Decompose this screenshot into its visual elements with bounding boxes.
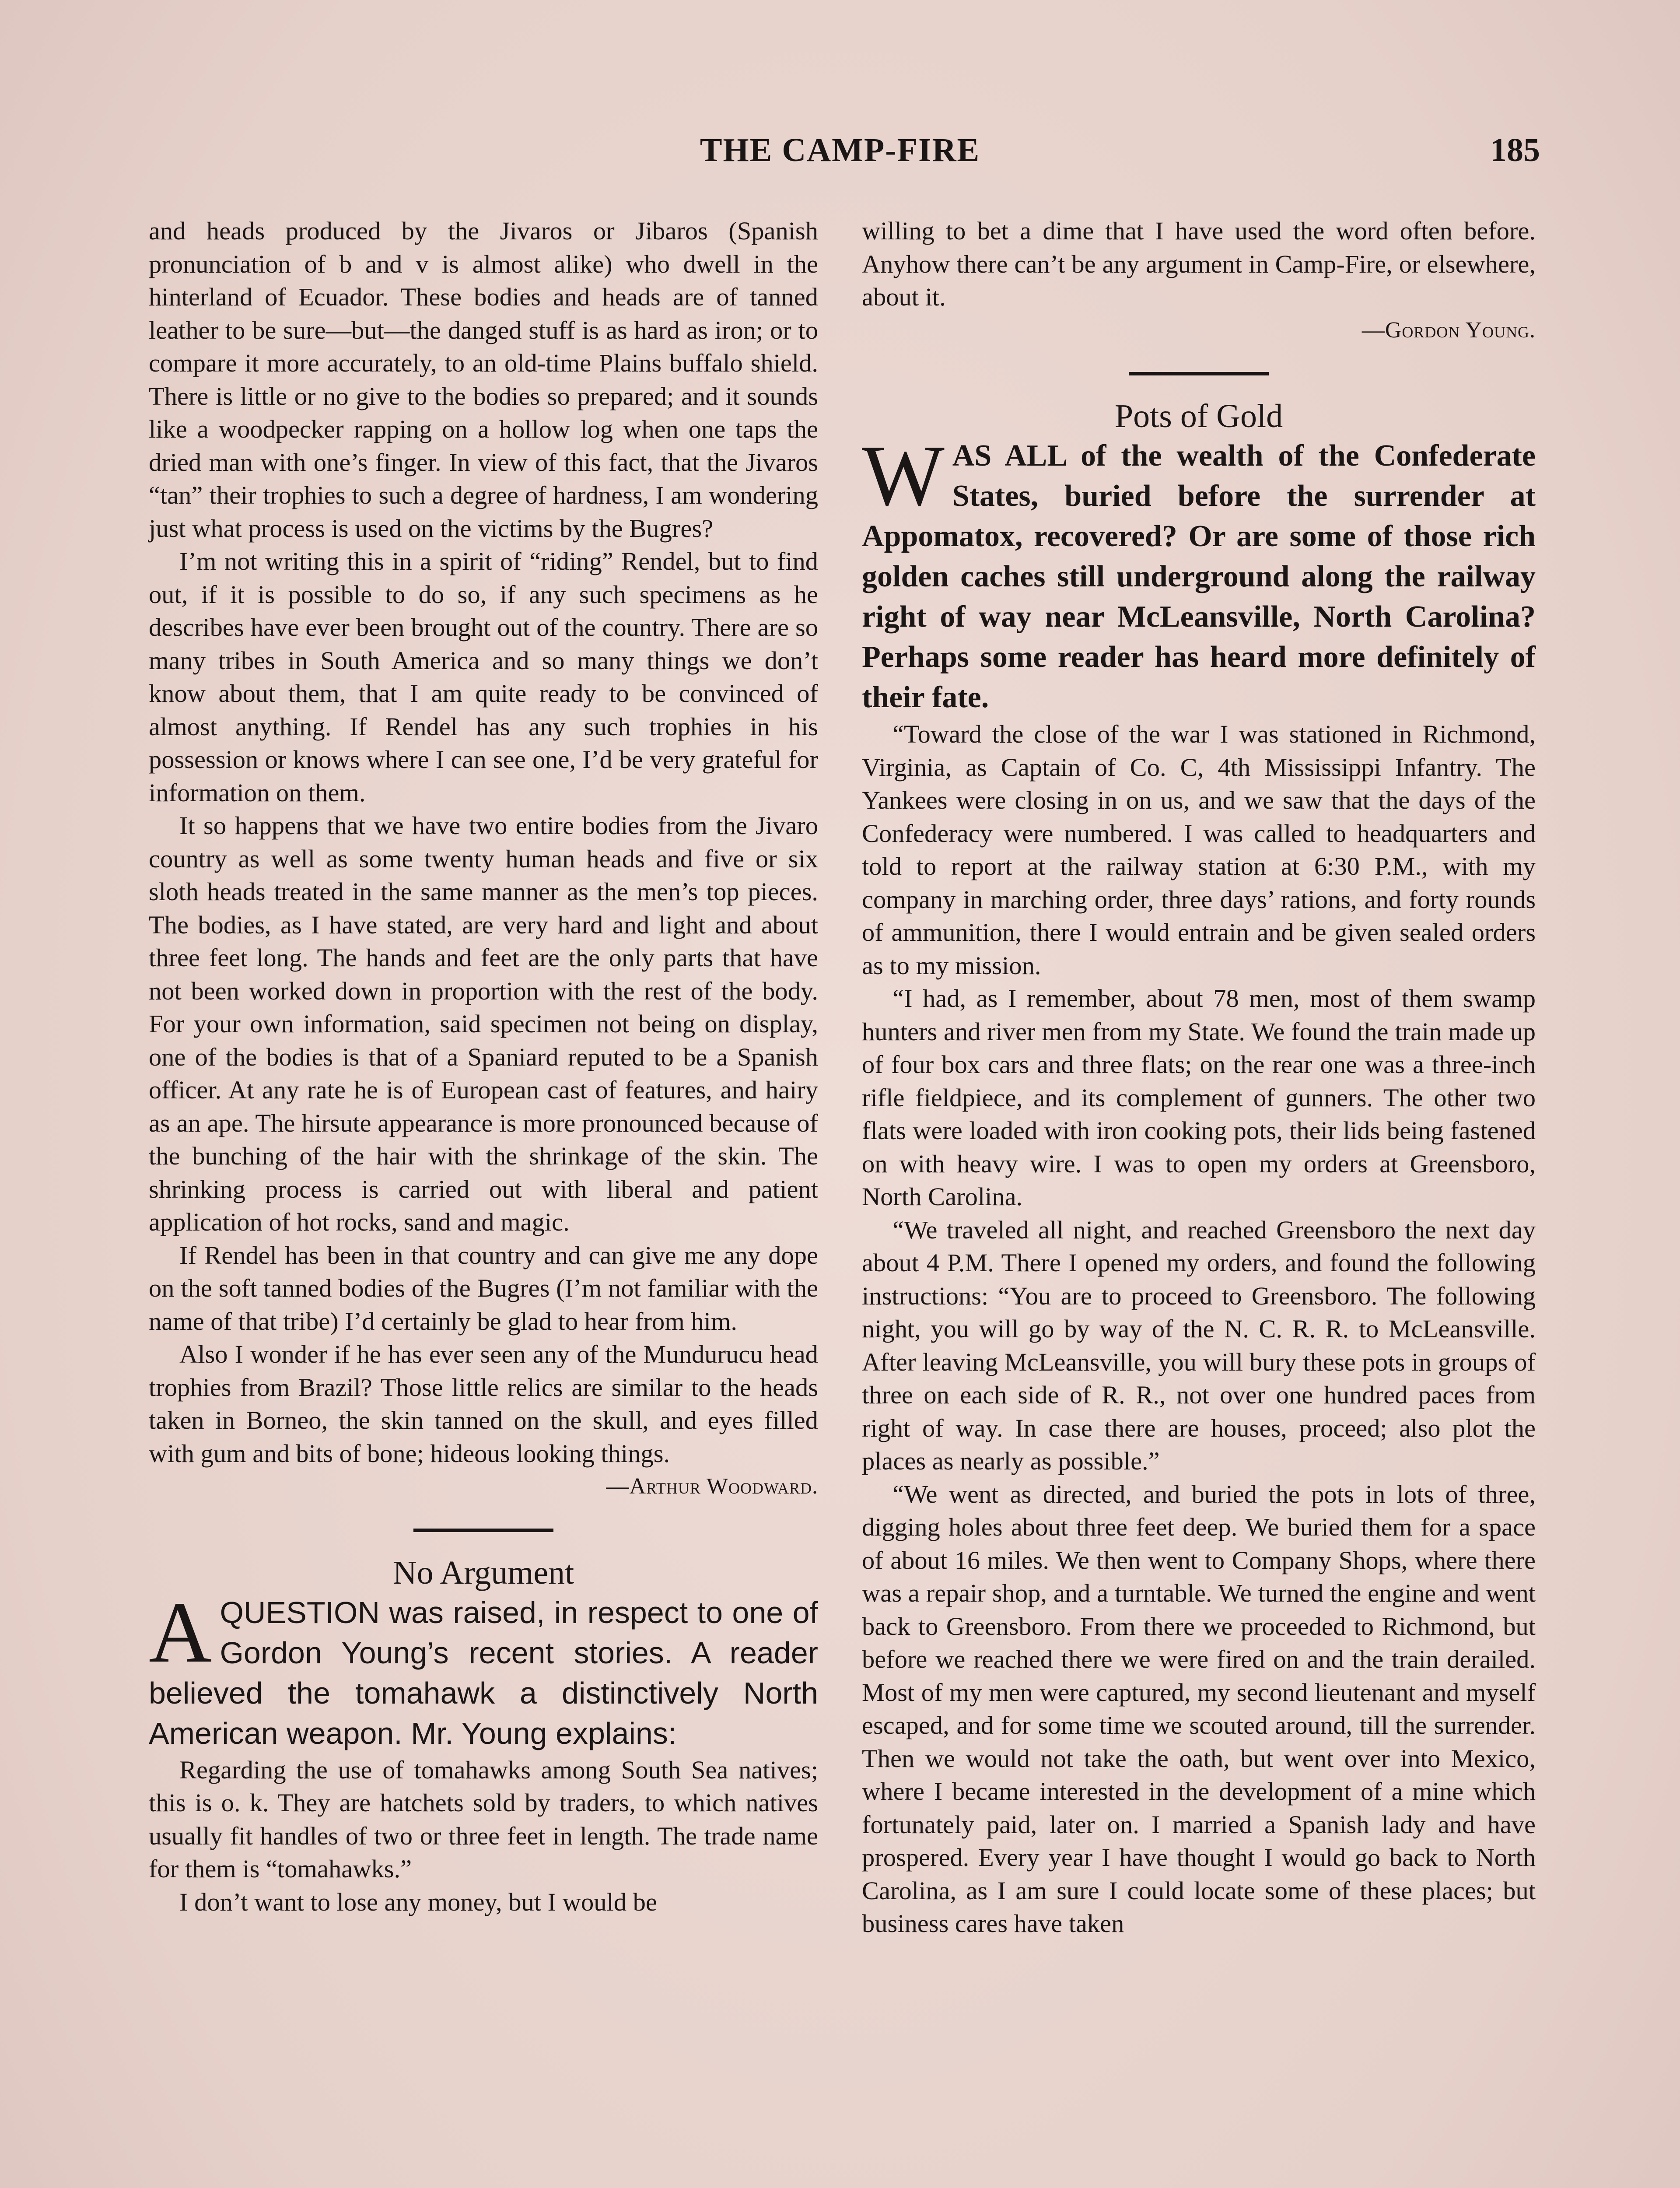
- body-paragraph: I don’t want to lose any money, but I would be: [179, 1887, 657, 1916]
- author-signature: [149, 1470, 818, 1503]
- body-paragraph: “I had, as I remember, about 78 men, most of them swamp hunters and river men from my State. We found the train made up of four box cars and three flats; on the rear one was a three-inch rifle fieldpiece, and its complement of gunners. The other two flats were loaded with iron cooking pots, their lids being fastened on with heavy wire. I was to open my orders at Greensboro, North Carolina.: [862, 984, 1536, 1211]
- body-paragraph: It so happens that we have two entire bodies from the Jivaro country as well as some twenty human heads and five or six sloth heads treated in the same manner as the men’s top pieces. The bodies, as I have stated, are very hard and light and about three feet long. The hands and feet are the only parts that have not been worked down in proportion with the rest of the body. For your own information, said specimen not being on display, one of the bodies is that of a Spaniard reputed to be a Spanish officer. At any rate he is of European cast of features, and hairy as an ape. The hirsute appearance is more pronounced because of the bunching of the hair with the shrinkage of the skin. The shrinking process is carried out with liberal and patient application of hot rocks, sand and magic.: [149, 811, 818, 1236]
- section-divider: [413, 1529, 553, 1532]
- body-paragraph: Also I wonder if he has ever seen any of the Mundurucu head trophies from Brazil? Those little relics are similar to the heads taken in Borneo, the skin tanned on the skull, and eyes filled with gum and bits of bone; hideous looking things.: [149, 1340, 818, 1468]
- right-column: [862, 214, 1536, 1940]
- lead-text: QUESTION was raised, in respect to one of Gordon Young’s recent stories. A reader believed the tomahawk a distinctively North American weapon. Mr. Young explains:: [149, 1595, 818, 1750]
- body-paragraph: and heads produced by the Jivaros or Jibaros (Spanish pronunciation of b and v is almost alike) who dwell in the hinterland of Ecuador. These bodies and heads are of tanned leather to be sure—but—the danged stuff is as hard as iron; or to compare it more accurately, to an old-time Plains buffalo shield. There is little or no give to the bodies so prepared; and it sounds like a woodpecker rapping on a hollow log when one taps the dried man with one’s finger. In view of this fact, that the Jivaros “tan” their trophies to such a degree of hardness, I am wondering just what process is used on the victims by the Bugres?: [149, 217, 818, 543]
- left-column: [149, 214, 818, 1918]
- section-heading: No Argument: [392, 1554, 574, 1591]
- body-paragraph: “Toward the close of the war I was stationed in Richmond, Virginia, as Captain of Co. C, 4th Mississippi Infantry. The Yankees were closing in on us, and we saw that the days of the Confederacy were numbered. I was called to headquarters and told to report at the railway station at 6:30 P.M., with my company in marching order, three days’ rations, and forty rounds of ammunition, there I would entrain and be given sealed orders as to my mission.: [862, 720, 1536, 980]
- section-lead: [862, 428, 1536, 718]
- drop-cap: W: [862, 428, 945, 524]
- section-heading: Pots of Gold: [1114, 398, 1283, 435]
- page-number: 185: [1490, 132, 1540, 168]
- signature-text: —Gordon Young.: [1362, 317, 1536, 343]
- body-paragraph: I’m not writing this in a spirit of “riding” Rendel, but to find out, if it is possible to do so, if any such specimens as he describes have ever been brought out of the country. There are so many tribes in South America and so many things we don’t know about them, that I am quite ready to be convinced of almost anything. If Rendel has any such trophies in his possession or knows where I can see one, I’d be very grateful for information on them.: [149, 547, 818, 807]
- body-paragraph: “We went as directed, and buried the pots in lots of three, digging holes about three feet deep. We buried them for a space of about 16 miles. We then went to Company Shops, where there was a repair shop, and a turntable. We turned the engine and went back to Greensboro. From there we proceeded to Richmond, but before we reached there we were fired on and the train derailed. Most of my men were captured, my second lieutenant and myself escaped, and for some time we scouted around, till the surrender. Then we would not take the oath, but went over into Mexico, where I became interested in the development of a mine which fortunately paid, later on. I married a Spanish lady and have prospered. Every year I have thought I would go back to North Carolina, as I am sure I could locate some of these places; but business cares have taken: [862, 1480, 1536, 1938]
- lead-text: AS ALL of the wealth of the Confederate States, buried before the surrender at Appomatox, recovered? Or are some of those rich golden caches still underground along the railway right of way near McLeansville, North Carolina? Perhaps some reader has heard more definitely of their fate.: [862, 439, 1536, 714]
- section-lead: [149, 1584, 818, 1753]
- running-header-title: THE CAMP-FIRE: [700, 132, 980, 168]
- body-paragraph: Regarding the use of tomahawks among South Sea natives; this is o. k. They are hatchets sold by traders, to which natives usually fit handles of two or three feet in length. The trade name for them is “tomahawks.”: [149, 1755, 818, 1883]
- body-paragraph: “We traveled all night, and reached Greensboro the next day about 4 P.M. There I opened my orders, and found the following instructions: “You are to proceed to Greensboro. The following night, you will go by way of the N. C. R. R. to McLeansville. After leaving McLeansville, you will bury these pots in groups of three on each side of R. R., not over one hundred paces from right of way. In case there are houses, proceed; also plot the places as nearly as possible.”: [862, 1215, 1536, 1475]
- drop-cap: A: [149, 1584, 212, 1681]
- body-paragraph: willing to bet a dime that I have used the word often before. Anyhow there can’t be any argument in Camp-Fire, or elsewhere, about it.: [862, 217, 1536, 311]
- signature-text: —Arthur Woodward.: [606, 1474, 818, 1499]
- body-paragraph: If Rendel has been in that country and can give me any dope on the soft tanned bodies of the Bugres (I’m not familiar with the name of that tribe) I’d certainly be glad to hear from him.: [149, 1241, 818, 1336]
- author-signature: [862, 314, 1536, 347]
- section-divider: [1129, 372, 1269, 375]
